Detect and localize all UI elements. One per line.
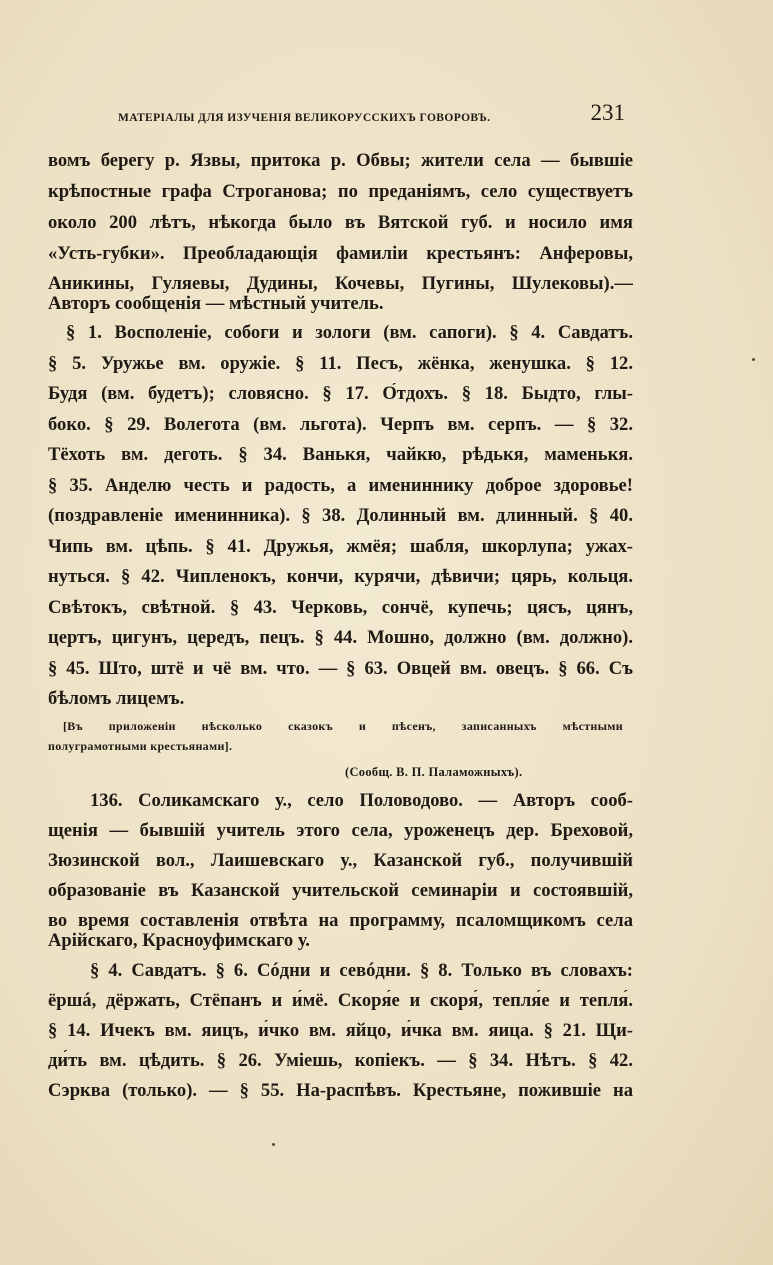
- running-head: [48, 100, 633, 134]
- text-line: Арійскаго, Красноуфимскаго у.: [48, 930, 310, 951]
- text-line: Сэрква (только). — § 55. На-распѣвъ. Крестьяне, пожившіе на: [48, 1080, 633, 1101]
- text-line: Тёхоть вм. деготь. § 34. Ванькя, чайкю, рѣдькя, маменькя.: [48, 444, 633, 465]
- text-line: Чипь вм. цѣпь. § 41. Дружья, жмёя; шабля, шкорлупа; ужах-: [48, 536, 633, 557]
- text-line: Будя (вм. будетъ); словясно. § 17. О́тдохъ. § 18. Быдто, глы-: [48, 383, 633, 404]
- note-line: полуграмотными крестьянами].: [48, 739, 233, 753]
- text-line: во время составленія отвѣта на программу, псаломщикомъ села: [48, 910, 633, 931]
- text-line: § 1. Восполеніе, собоги и зологи (вм. сапоги). § 4. Савдатъ.: [66, 322, 633, 343]
- signature: (Сообщ. В. П. Паламожныхъ).: [345, 765, 523, 779]
- text-line: Аникины, Гуляевы, Дудины, Кочевы, Пугины, Шулековы).—: [48, 273, 633, 294]
- text-line: Свѣтокъ, свѣтной. § 43. Черковь, сончё, купечь; цясъ, цянъ,: [48, 597, 633, 618]
- text-line: около 200 лѣтъ, нѣкогда было въ Вятской губ. и носило имя: [48, 212, 633, 233]
- text-line: § 45. Што, штё и чё вм. что. — § 63. Овцей вм. овецъ. § 66. Съ: [48, 658, 633, 679]
- text-line: (поздравленіе именинника). § 38. Долинный вм. длинный. § 40.: [48, 505, 633, 526]
- text-line: нуться. § 42. Чипленокъ, кончи, курячи, дѣвичи; цярь, кольця.: [48, 566, 633, 587]
- text-line: цертъ, цигунъ, цередъ, пецъ. § 44. Мошно, должно (вм. должно).: [48, 627, 633, 648]
- text-line: 136. Соликамскаго у., село Половодово. — Авторъ сооб-: [90, 790, 633, 811]
- text-line: вомъ берегу р. Язвы, притока р. Обвы; жители села — бывшіе: [48, 150, 633, 171]
- paper-speck: [752, 358, 755, 361]
- running-title: МАТЕРІАЛЫ ДЛЯ ИЗУЧЕНІЯ ВЕЛИКОРУССКИХЪ ГОВОРОВЪ.: [118, 112, 491, 124]
- text-line: крѣпостные графа Строганова; по преданіямъ, село существуетъ: [48, 181, 633, 202]
- text-line: образованіе въ Казанской учительской семинаріи и состоявшій,: [48, 880, 633, 901]
- text-line: § 14. Ичекъ вм. яицъ, и́чко вм. яйцо, и́чка вм. яица. § 21. Щи-: [48, 1020, 633, 1041]
- page-number: 231: [590, 100, 625, 125]
- text-line: § 5. Уружье вм. оружіе. § 11. Песъ, жёнка, женушка. § 12.: [48, 353, 633, 374]
- paper-speck: [272, 1143, 275, 1146]
- text-line: щенія — бывшій учитель этого села, уроженецъ дер. Бреховой,: [48, 820, 633, 841]
- text-line: ди́ть вм. цѣдить. § 26. Уміешь, копіекъ. — § 34. Нѣтъ. § 42.: [48, 1050, 633, 1071]
- text-line: бѣломъ лицемъ.: [48, 688, 185, 709]
- text-line: Авторъ сообщенія — мѣстный учитель.: [48, 293, 384, 314]
- text-line: Зюзинской вол., Лаишевскаго у., Казанской губ., получившій: [48, 850, 633, 871]
- text-line: § 4. Савдатъ. § 6. Сóдни и севóдни. § 8. Только въ словахъ:: [90, 960, 633, 981]
- text-line: «Усть-губки». Преобладающія фамиліи крестьянъ: Анферовы,: [48, 243, 633, 264]
- text-line: ёршá, дёржать, Стёпанъ и и́мё. Скоря́е и скоря́, тепля́е и тепля́.: [48, 990, 633, 1011]
- text-line: боко. § 29. Волегота (вм. льгота). Черпъ вм. серпъ. — § 32.: [48, 414, 633, 435]
- text-line: § 35. Анделю честь и радость, а имениннику доброе здоровье!: [48, 475, 633, 496]
- note-line: [Въ приложеніи нѣсколько сказокъ и пѣсенъ, записанныхъ мѣстными: [63, 719, 623, 733]
